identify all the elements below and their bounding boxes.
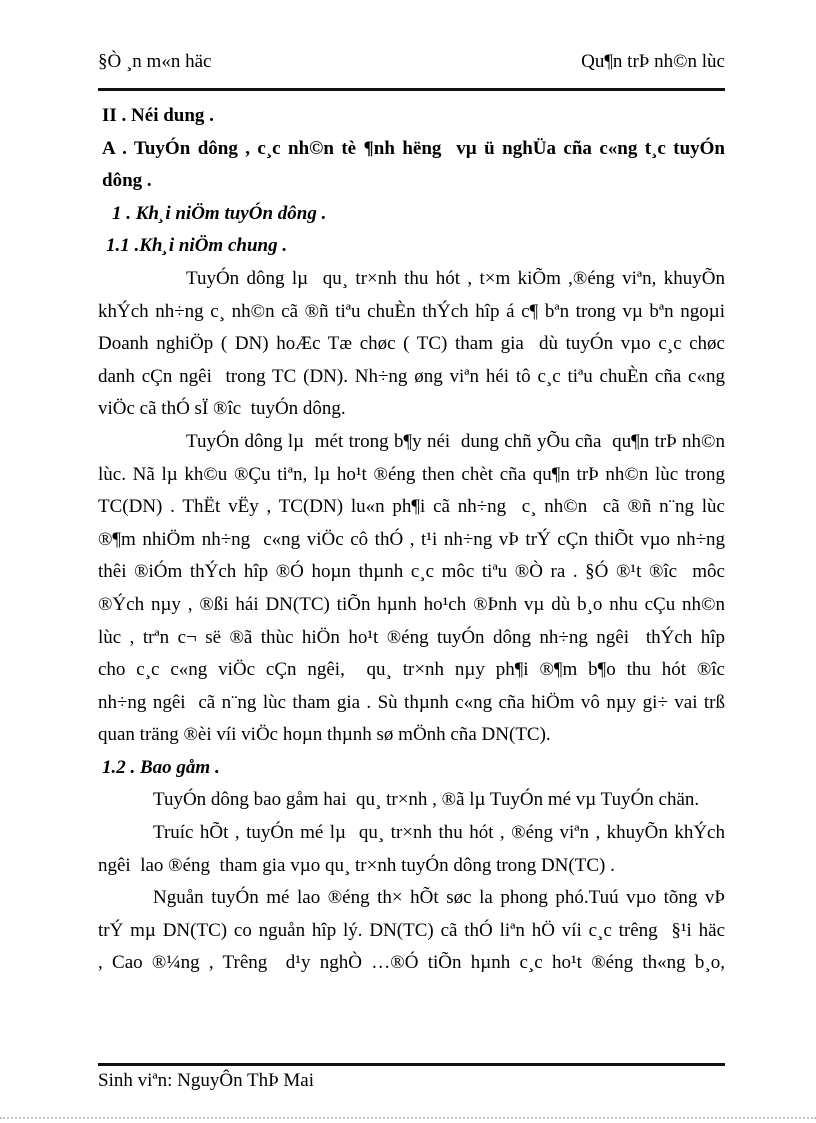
document-line: ®Ých nµy , ®ßi hái DN(TC) tiÕn hµnh ho¹ch ®Þnh vµ dù b¸o nhu cÇu nh©n xyxy=(98,593,725,615)
header-rule xyxy=(98,88,725,91)
document-line: Truíc hÕt , tuyÓn mé lµ qu¸ tr×nh thu hót , ®éng viªn , khuyÕn khÝch xyxy=(153,822,725,844)
document-line: TC(DN) . ThËt vËy , TC(DN) lu«n ph¶i cã nh÷ng c¸ nh©n cã ®ñ n¨ng lùc xyxy=(98,496,725,518)
document-line: nh÷ng ngêi cã n¨ng lùc tham gia . Sù thµnh c«ng cña hiÖm vô nµy gi÷ vai trß xyxy=(98,691,725,713)
document-line: lùc. Nã lµ kh©u ®Çu tiªn, lµ ho¹t ®éng then chèt cña qu¶n trÞ nh©n lùc trong xyxy=(98,463,725,485)
document-line: quan träng ®èi víi viÖc hoµn thµnh sø mÖnh cña DN(TC). xyxy=(98,724,551,746)
page-header xyxy=(98,50,725,74)
header-right-text: Qu¶n trÞ nh©n lùc xyxy=(581,51,725,72)
document-line: cho c¸c c«ng viÖc cÇn ngêi, qu¸ tr×nh nµy ph¶i ®¶m b¶o thu hót ®îc xyxy=(98,659,725,681)
document-body xyxy=(98,100,725,980)
document-line: danh cÇn ngêi trong TC (DN). Nh÷ng øng viªn héi tô c¸c tiªu chuÈn cña c«ng xyxy=(98,365,725,387)
document-line: , Cao ®¼ng , Trêng d¹y nghÒ …®Ó tiÕn hµnh c¸c ho¹t ®éng th«ng b¸o, xyxy=(98,952,725,974)
document-line: khÝch nh÷ng c¸ nh©n cã ®ñ tiªu chuÈn thÝch hîp á c¶ bªn trong vµ bªn ngoµi xyxy=(98,300,725,322)
document-line: ®¶m nhiÖm nh÷ng c«ng viÖc cô thÓ , t¹i nh÷ng vÞ trÝ cÇn thiÕt vµo nh÷ng xyxy=(98,528,725,550)
document-line: Nguån tuyÓn mé lao ®éng th× hÕt søc la phong phó.Tuú vµo tõng vÞ xyxy=(153,887,725,909)
document-line: II . Néi dung . xyxy=(102,105,214,126)
document-line: lùc , trªn c¬ së ®ã thùc hiÖn ho¹t ®éng tuyÓn dông nh÷ng ngêi thÝch hîp xyxy=(98,626,725,648)
footer-rule xyxy=(98,1063,725,1066)
header-left-text: §Ò ¸n m«n häc xyxy=(98,51,212,72)
document-line: ngêi lao ®éng tham gia vµo qu¸ tr×nh tuyÓn dông trong DN(TC) . xyxy=(98,854,615,876)
document-line: 1.1 .Kh¸i niÖm chung . xyxy=(106,235,288,257)
document-line: TuyÓn dông lµ mét trong b¶y néi dung chñ yÕu cña qu¶n trÞ nh©n xyxy=(186,430,725,452)
document-line: TuyÓn dông lµ qu¸ tr×nh thu hót , t×m kiÕm ,®éng viªn, khuyÕn xyxy=(186,267,725,289)
document-line: TuyÓn dông bao gåm hai qu¸ tr×nh , ®ã lµ TuyÓn mé vµ TuyÓn chän. xyxy=(153,789,700,811)
document-line: 1 . Kh¸i niÖm tuyÓn dông . xyxy=(112,202,327,224)
document-line: thêi ®iÓm thÝch hîp ®Ó hoµn thµnh c¸c môc tiªu ®Ò ra . §Ó ®¹t ®îc môc xyxy=(98,561,725,583)
footer-text: Sinh viªn: NguyÔn ThÞ Mai xyxy=(98,1070,315,1091)
page-bottom-dotted-divider xyxy=(0,1117,816,1119)
document-line: dông . xyxy=(102,170,152,192)
document-line: A . TuyÓn dông , c¸c nh©n tè ¶nh hëng vµ ü nghÜa cña c«ng t¸c tuyÓn xyxy=(102,137,725,159)
document-line: 1.2 . Bao gåm . xyxy=(102,756,220,778)
document-line: Doanh nghiÖp ( DN) hoÆc Tæ chøc ( TC) tham gia dù tuyÓn vµo c¸c chøc xyxy=(98,333,725,355)
document-line: viÖc cã thÓ sÏ ®îc tuyÓn dông. xyxy=(98,398,346,420)
document-line: trÝ mµ DN(TC) co nguån hîp lý. DN(TC) cã thÓ liªn hÖ víi c¸c trêng §¹i häc xyxy=(98,919,725,941)
